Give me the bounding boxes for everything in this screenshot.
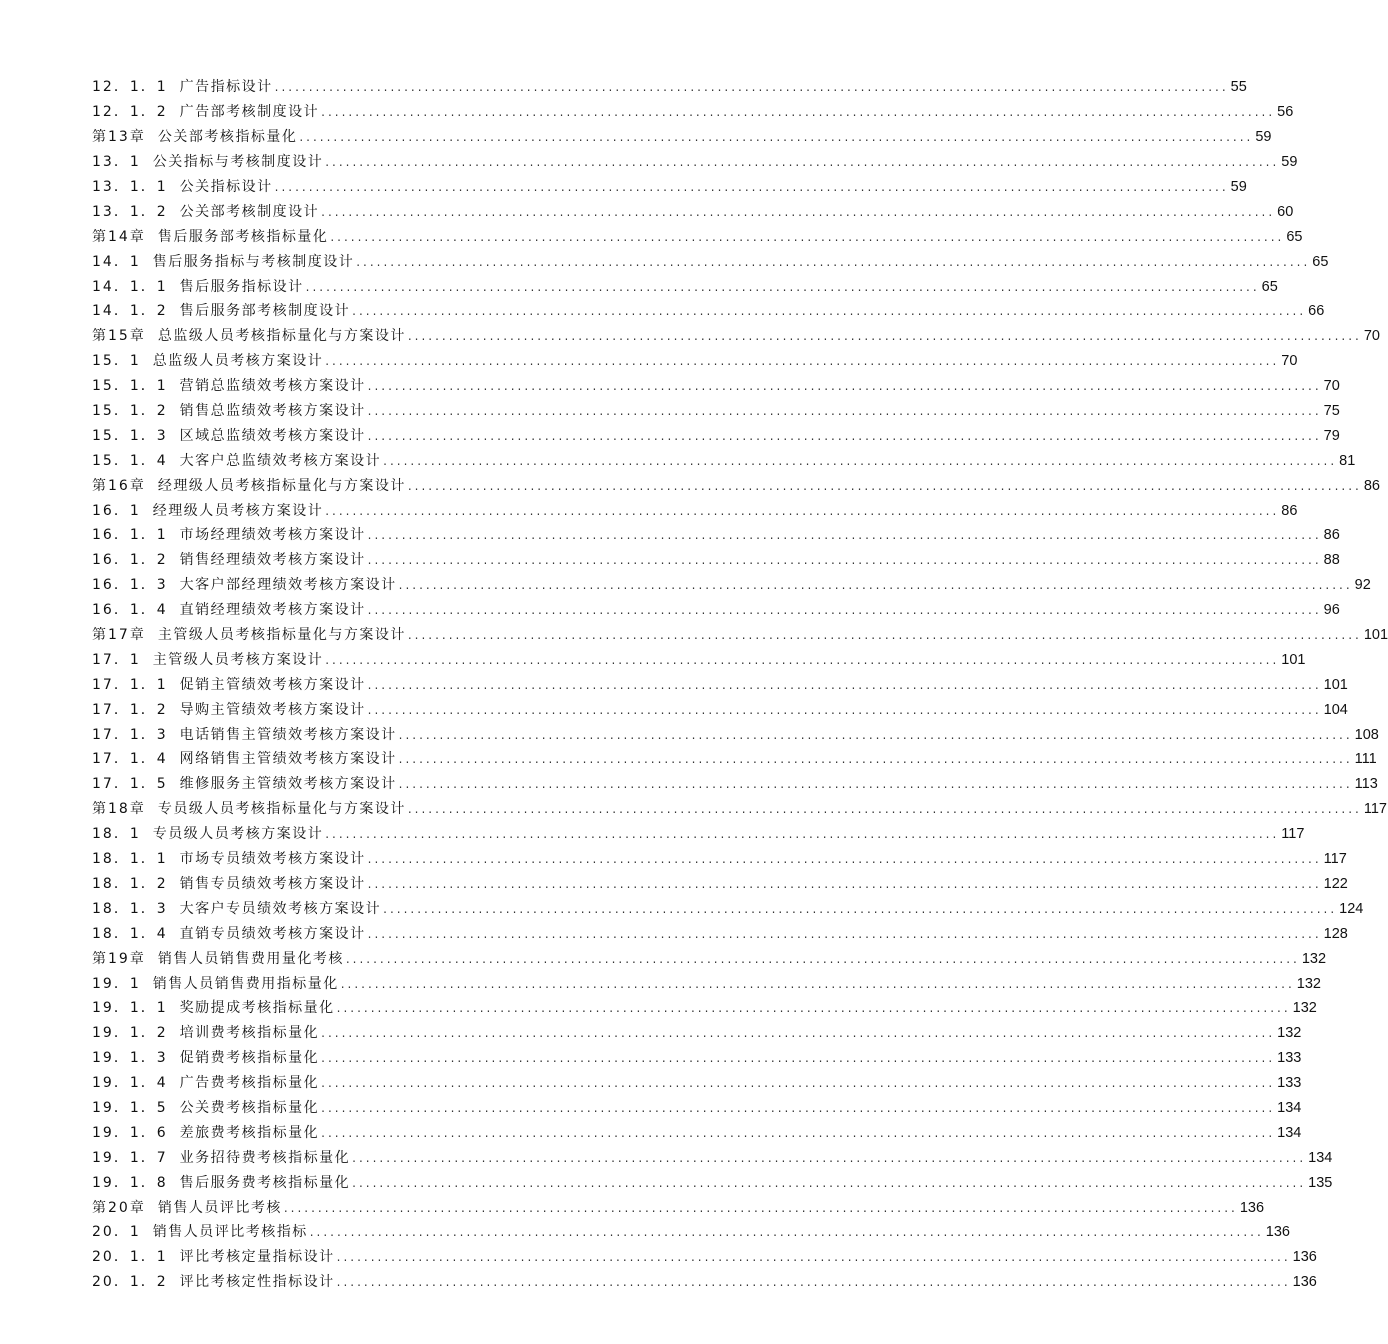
toc-entry-page-number: 133 bbox=[1277, 1050, 1302, 1067]
toc-entry-page-number: 56 bbox=[1277, 104, 1294, 121]
toc-entry-label bbox=[92, 302, 350, 320]
toc-entry-title: 总监级人员考核指标量化与方案设计 bbox=[157, 328, 406, 345]
dot-leader: ............................................................................................................................................ bbox=[407, 478, 1362, 493]
toc-entry-title: 公关指标与考核制度设计 bbox=[152, 154, 324, 171]
toc-entry-label bbox=[92, 1174, 350, 1192]
toc-entry-title: 培训费考核指标量化 bbox=[179, 1025, 320, 1042]
dot-leader: ............................................................................................................................................ bbox=[321, 105, 1276, 120]
toc-entry-number: 17．1．1 bbox=[92, 676, 168, 693]
toc-entry[interactable] bbox=[92, 623, 1388, 648]
toc-entry-title: 电话销售主管绩效考核方案设计 bbox=[179, 726, 397, 743]
toc-entry-number: 15．1．2 bbox=[92, 403, 168, 420]
toc-entry-title: 主管级人员考核方案设计 bbox=[152, 651, 324, 668]
toc-entry-number: 12．1．2 bbox=[92, 104, 168, 121]
toc-entry[interactable] bbox=[92, 125, 1272, 150]
dot-leader: ............................................................................................................................................ bbox=[367, 428, 1322, 443]
toc-entry[interactable] bbox=[92, 1270, 1317, 1295]
toc-entry-page-number: 101 bbox=[1281, 651, 1306, 668]
toc-entry[interactable] bbox=[92, 1096, 1302, 1121]
toc-entry-page-number: 133 bbox=[1277, 1075, 1302, 1092]
toc-entry-page-number: 132 bbox=[1301, 950, 1327, 967]
toc-entry-number: 20．1．1 bbox=[92, 1249, 168, 1266]
toc-entry-label bbox=[92, 477, 406, 495]
toc-entry-page-number: 117 bbox=[1323, 851, 1347, 868]
dot-leader: ............................................................................................................................................ bbox=[321, 204, 1276, 219]
toc-entry-label bbox=[92, 327, 406, 345]
toc-entry-title: 销售人员评比考核指标 bbox=[152, 1224, 308, 1241]
toc-entry-label bbox=[92, 626, 406, 644]
toc-entry-number: 19．1．5 bbox=[92, 1099, 168, 1116]
toc-entry-title: 销售人员销售费用指标量化 bbox=[152, 975, 339, 992]
toc-entry[interactable] bbox=[92, 747, 1377, 772]
toc-entry[interactable] bbox=[92, 473, 1380, 498]
dot-leader: ............................................................................................................................................ bbox=[325, 503, 1280, 518]
toc-entry-label bbox=[92, 203, 319, 221]
toc-entry-title: 销售专员绩效考核方案设计 bbox=[179, 875, 366, 892]
toc-entry-page-number: 117 bbox=[1363, 801, 1387, 818]
toc-entry-number: 14．1．2 bbox=[92, 303, 168, 320]
dot-leader: ............................................................................................................................................ bbox=[367, 603, 1322, 618]
dot-leader: ............................................................................................................................................ bbox=[407, 329, 1362, 344]
toc-entry[interactable] bbox=[92, 299, 1325, 324]
toc-entry[interactable] bbox=[92, 598, 1340, 623]
toc-entry-page-number: 81 bbox=[1339, 452, 1356, 469]
toc-entry[interactable] bbox=[92, 1071, 1302, 1096]
toc-entry-title: 售后服务部考核指标量化 bbox=[157, 228, 329, 245]
toc-entry[interactable] bbox=[92, 448, 1356, 473]
toc-entry-page-number: 136 bbox=[1292, 1249, 1317, 1266]
toc-entry-number: 16．1．4 bbox=[92, 602, 168, 619]
toc-entry-label bbox=[92, 975, 339, 993]
toc-entry-title: 市场经理绩效考核方案设计 bbox=[179, 527, 366, 544]
toc-entry-number: 第17章 bbox=[92, 627, 146, 644]
dot-leader: ............................................................................................................................................ bbox=[330, 229, 1285, 244]
toc-entry[interactable] bbox=[92, 224, 1303, 249]
toc-entry-page-number: 88 bbox=[1323, 552, 1340, 569]
toc-entry-title: 区域总监绩效考核方案设计 bbox=[179, 427, 366, 444]
dot-leader: ............................................................................................................................................ bbox=[352, 1175, 1307, 1190]
toc-entry-title: 销售总监绩效考核方案设计 bbox=[179, 403, 366, 420]
toc-entry[interactable] bbox=[92, 324, 1380, 349]
dot-leader: ............................................................................................................................................ bbox=[367, 876, 1322, 891]
toc-entry-title: 奖励提成考核指标量化 bbox=[179, 1000, 335, 1017]
toc-entry-title: 公关部考核指标量化 bbox=[157, 129, 298, 146]
toc-entry-title: 售后服务费考核指标量化 bbox=[179, 1174, 351, 1191]
toc-entry[interactable] bbox=[92, 523, 1340, 548]
toc-entry-number: 17．1 bbox=[92, 651, 141, 668]
toc-entry-page-number: 65 bbox=[1286, 228, 1303, 245]
dot-leader: ............................................................................................................................................ bbox=[299, 130, 1254, 145]
dot-leader: ............................................................................................................................................ bbox=[367, 852, 1322, 867]
dot-leader: ............................................................................................................................................ bbox=[309, 1225, 1264, 1240]
toc-entry-title: 广告费考核指标量化 bbox=[179, 1075, 320, 1092]
toc-entry[interactable] bbox=[92, 573, 1371, 598]
toc-entry-title: 公关指标设计 bbox=[179, 179, 273, 195]
toc-entry-page-number: 135 bbox=[1308, 1174, 1333, 1191]
toc-entry-number: 19．1．2 bbox=[92, 1025, 168, 1042]
toc-entry-label bbox=[92, 726, 397, 744]
dot-leader: ............................................................................................................................................ bbox=[398, 752, 1353, 767]
toc-entry-number: 20．1 bbox=[92, 1224, 141, 1241]
toc-entry-label bbox=[92, 1124, 319, 1142]
toc-entry-number: 13．1 bbox=[92, 154, 141, 171]
toc-entry[interactable] bbox=[92, 946, 1327, 971]
toc-entry[interactable] bbox=[92, 1120, 1302, 1145]
toc-entry[interactable] bbox=[92, 199, 1294, 224]
toc-entry-page-number: 122 bbox=[1323, 875, 1348, 892]
toc-entry-number: 16．1．3 bbox=[92, 577, 168, 594]
toc-entry-number: 第19章 bbox=[92, 950, 146, 967]
toc-entry-label bbox=[92, 676, 366, 694]
toc-entry-page-number: 65 bbox=[1312, 253, 1329, 270]
toc-entry[interactable] bbox=[92, 772, 1378, 797]
dot-leader: ............................................................................................................................................ bbox=[367, 702, 1322, 717]
dot-leader: ............................................................................................................................................ bbox=[274, 180, 1229, 194]
dot-leader: ............................................................................................................................................ bbox=[283, 1200, 1238, 1215]
toc-entry-number: 15．1．3 bbox=[92, 427, 168, 444]
toc-entry[interactable] bbox=[92, 697, 1348, 722]
toc-entry-number: 第16章 bbox=[92, 477, 146, 494]
toc-entry[interactable] bbox=[92, 1021, 1302, 1046]
toc-entry-title: 业务招待费考核指标量化 bbox=[179, 1149, 351, 1166]
toc-entry-label bbox=[92, 128, 297, 146]
dot-leader: ............................................................................................................................................ bbox=[340, 976, 1295, 991]
toc-entry-page-number: 59 bbox=[1281, 154, 1298, 171]
toc-entry-page-number: 117 bbox=[1281, 826, 1305, 843]
toc-entry-label bbox=[92, 775, 397, 793]
toc-entry-page-number: 134 bbox=[1308, 1149, 1333, 1166]
toc-entry-title: 主管级人员考核指标量化与方案设计 bbox=[157, 627, 406, 644]
toc-entry-page-number: 132 bbox=[1277, 1025, 1302, 1042]
toc-entry[interactable] bbox=[92, 822, 1305, 847]
toc-entry-label bbox=[92, 825, 323, 843]
toc-entry-page-number: 70 bbox=[1363, 328, 1380, 345]
toc-entry[interactable] bbox=[92, 175, 1247, 200]
toc-entry-label bbox=[92, 228, 328, 246]
toc-entry-number: 19．1．3 bbox=[92, 1050, 168, 1067]
dot-leader: ............................................................................................................................................ bbox=[352, 1150, 1307, 1165]
toc-entry[interactable] bbox=[92, 996, 1317, 1021]
toc-entry-label bbox=[92, 402, 366, 420]
toc-entry-page-number: 86 bbox=[1323, 527, 1340, 544]
toc-entry-label bbox=[92, 78, 273, 96]
toc-entry-label bbox=[92, 651, 323, 669]
toc-entry-label bbox=[92, 875, 366, 893]
toc-entry-label bbox=[92, 1049, 319, 1067]
toc-entry[interactable] bbox=[92, 100, 1294, 125]
toc-entry-page-number: 132 bbox=[1296, 975, 1321, 992]
toc-entry[interactable] bbox=[92, 75, 1247, 100]
dot-leader: ............................................................................................................................................ bbox=[321, 1051, 1276, 1066]
dot-leader: ............................................................................................................................................ bbox=[321, 1026, 1276, 1041]
toc-entry-page-number: 134 bbox=[1277, 1099, 1302, 1116]
toc-entry-page-number: 59 bbox=[1230, 179, 1247, 195]
dot-leader: ............................................................................................................................................ bbox=[321, 1100, 1276, 1115]
toc-entry-page-number: 136 bbox=[1239, 1199, 1265, 1216]
toc-entry-label bbox=[92, 950, 344, 968]
toc-entry-title: 经理级人员考核指标量化与方案设计 bbox=[157, 477, 406, 494]
dot-leader: ............................................................................................................................................ bbox=[407, 802, 1362, 817]
toc-entry-label bbox=[92, 850, 366, 868]
toc-entry-page-number: 111 bbox=[1354, 751, 1377, 768]
toc-entry-number: 第20章 bbox=[92, 1199, 146, 1216]
dot-leader: ............................................................................................................................................ bbox=[383, 901, 1338, 916]
toc-entry-title: 经理级人员考核方案设计 bbox=[152, 502, 324, 519]
dot-leader: ............................................................................................................................................ bbox=[356, 254, 1311, 269]
dot-leader: ............................................................................................................................................ bbox=[352, 304, 1307, 319]
toc-entry-label bbox=[92, 925, 366, 943]
toc-entry-number: 17．1．4 bbox=[92, 751, 168, 768]
toc-entry[interactable] bbox=[92, 647, 1306, 672]
toc-entry-number: 17．1．5 bbox=[92, 776, 168, 793]
toc-entry-title: 维修服务主管绩效考核方案设计 bbox=[179, 776, 397, 793]
dot-leader: ............................................................................................................................................ bbox=[325, 354, 1280, 369]
toc-entry-page-number: 86 bbox=[1281, 502, 1298, 519]
toc-entry-title: 营销总监绩效考核方案设计 bbox=[179, 378, 366, 395]
toc-entry-title: 公关部考核制度设计 bbox=[179, 203, 320, 220]
toc-entry-title: 评比考核定量指标设计 bbox=[179, 1249, 335, 1266]
toc-entry-page-number: 113 bbox=[1354, 776, 1378, 793]
toc-entry[interactable] bbox=[92, 722, 1379, 747]
toc-entry-label bbox=[92, 452, 381, 470]
toc-entry-label bbox=[92, 750, 397, 768]
toc-entry-number: 第13章 bbox=[92, 129, 146, 146]
toc-entry-page-number: 101 bbox=[1363, 627, 1388, 644]
toc-entry-title: 公关费考核指标量化 bbox=[179, 1099, 320, 1116]
toc-entry-title: 售后服务部考核制度设计 bbox=[179, 303, 351, 320]
toc-entry[interactable] bbox=[92, 249, 1329, 274]
toc-entry[interactable] bbox=[92, 1145, 1333, 1170]
toc-entry-page-number: 136 bbox=[1265, 1224, 1290, 1241]
toc-entry-page-number: 104 bbox=[1323, 701, 1348, 718]
toc-entry-number: 18．1．1 bbox=[92, 851, 168, 868]
toc-entry-page-number: 59 bbox=[1255, 129, 1272, 146]
toc-entry-page-number: 65 bbox=[1261, 278, 1278, 295]
toc-entry-number: 14．1．1 bbox=[92, 278, 168, 295]
toc-entry-page-number: 108 bbox=[1354, 726, 1379, 743]
toc-entry-title: 售后服务指标与考核制度设计 bbox=[152, 253, 355, 270]
toc-entry-title: 促销费考核指标量化 bbox=[179, 1050, 320, 1067]
dot-leader: ............................................................................................................................................ bbox=[367, 926, 1322, 941]
toc-entry-page-number: 70 bbox=[1281, 353, 1298, 370]
toc-entry-page-number: 70 bbox=[1323, 378, 1340, 395]
dot-leader: ............................................................................................................................................ bbox=[336, 1250, 1291, 1265]
toc-entry-number: 第18章 bbox=[92, 801, 146, 818]
toc-entry-page-number: 60 bbox=[1277, 203, 1294, 220]
toc-entry[interactable] bbox=[92, 872, 1348, 897]
toc-entry-label bbox=[92, 1074, 319, 1092]
toc-entry-title: 直销经理绩效考核方案设计 bbox=[179, 602, 366, 619]
toc-entry[interactable] bbox=[92, 1170, 1333, 1195]
toc-entry[interactable] bbox=[92, 274, 1278, 299]
toc-entry-number: 18．1．4 bbox=[92, 925, 168, 942]
toc-entry-title: 专员级人员考核指标量化与方案设计 bbox=[157, 801, 406, 818]
toc-entry-title: 市场专员绩效考核方案设计 bbox=[179, 851, 366, 868]
toc-entry-title: 广告指标设计 bbox=[179, 79, 273, 96]
toc-entry-title: 大客户专员绩效考核方案设计 bbox=[179, 900, 382, 917]
dot-leader: ............................................................................................................................................ bbox=[305, 279, 1260, 294]
toc-entry-page-number: 124 bbox=[1339, 900, 1364, 917]
toc-entry-title: 评比考核定性指标设计 bbox=[179, 1274, 335, 1291]
dot-leader: ............................................................................................................................................ bbox=[325, 827, 1280, 842]
toc-entry-label bbox=[92, 427, 366, 445]
toc-entry-label bbox=[92, 1223, 308, 1241]
toc-entry-label bbox=[92, 1248, 335, 1266]
toc-entry[interactable] bbox=[92, 1220, 1290, 1245]
toc-entry-page-number: 66 bbox=[1308, 303, 1325, 320]
toc-entry-number: 第15章 bbox=[92, 328, 146, 345]
dot-leader: ............................................................................................................................................ bbox=[398, 578, 1353, 593]
toc-entry-label bbox=[92, 153, 323, 171]
toc-entry-number: 14．1 bbox=[92, 253, 141, 270]
toc-entry-page-number: 75 bbox=[1323, 403, 1340, 420]
toc-entry-title: 销售人员销售费用量化考核 bbox=[157, 950, 344, 967]
toc-entry-number: 20．1．2 bbox=[92, 1274, 168, 1291]
toc-entry-number: 19．1．8 bbox=[92, 1174, 168, 1191]
toc-entry[interactable] bbox=[92, 498, 1298, 523]
toc-entry-number: 13．1．1 bbox=[92, 179, 168, 195]
toc-entry-page-number: 55 bbox=[1230, 79, 1247, 96]
dot-leader: ............................................................................................................................................ bbox=[336, 1001, 1291, 1016]
toc-entry-number: 13．1．2 bbox=[92, 203, 168, 220]
toc-entry[interactable] bbox=[92, 150, 1298, 175]
toc-entry-number: 15．1．4 bbox=[92, 452, 168, 469]
dot-leader: ............................................................................................................................................ bbox=[325, 155, 1280, 170]
toc-entry-label bbox=[92, 526, 366, 544]
dot-leader: ............................................................................................................................................ bbox=[383, 453, 1338, 468]
table-of-contents bbox=[92, 75, 1388, 1295]
toc-entry-label bbox=[92, 1273, 335, 1291]
toc-entry-number: 12．1．1 bbox=[92, 79, 168, 96]
toc-entry-number: 18．1．2 bbox=[92, 875, 168, 892]
toc-entry-page-number: 136 bbox=[1292, 1274, 1317, 1291]
toc-entry[interactable] bbox=[92, 374, 1340, 399]
toc-entry-title: 大客户总监绩效考核方案设计 bbox=[179, 452, 382, 469]
toc-entry-number: 19．1．4 bbox=[92, 1075, 168, 1092]
toc-entry-label bbox=[92, 1199, 282, 1217]
toc-entry[interactable] bbox=[92, 672, 1348, 697]
toc-entry-title: 总监级人员考核方案设计 bbox=[152, 353, 324, 370]
dot-leader: ............................................................................................................................................ bbox=[367, 528, 1322, 543]
toc-entry[interactable] bbox=[92, 971, 1321, 996]
toc-entry-number: 19．1．7 bbox=[92, 1149, 168, 1166]
toc-entry-number: 17．1．3 bbox=[92, 726, 168, 743]
toc-entry-number: 17．1．2 bbox=[92, 701, 168, 718]
toc-entry-label bbox=[92, 352, 323, 370]
toc-entry-page-number: 79 bbox=[1323, 427, 1340, 444]
toc-entry-label bbox=[92, 576, 397, 594]
dot-leader: ............................................................................................................................................ bbox=[367, 677, 1322, 692]
toc-entry-number: 19．1．6 bbox=[92, 1124, 168, 1141]
toc-entry[interactable] bbox=[92, 847, 1347, 872]
toc-entry-label bbox=[92, 800, 406, 818]
toc-entry-label bbox=[92, 103, 319, 121]
toc-entry-title: 广告部考核制度设计 bbox=[179, 104, 320, 121]
toc-entry-label bbox=[92, 900, 381, 918]
toc-entry-label bbox=[92, 278, 304, 296]
toc-entry-label bbox=[92, 1024, 319, 1042]
toc-entry-label bbox=[92, 999, 335, 1017]
dot-leader: ............................................................................................................................................ bbox=[398, 777, 1353, 792]
dot-leader: ............................................................................................................................................ bbox=[325, 652, 1280, 667]
toc-entry-title: 促销主管绩效考核方案设计 bbox=[179, 676, 366, 693]
dot-leader: ............................................................................................................................................ bbox=[398, 727, 1353, 742]
toc-entry-title: 大客户部经理绩效考核方案设计 bbox=[179, 577, 397, 594]
dot-leader: ............................................................................................................................................ bbox=[274, 80, 1229, 95]
toc-entry-page-number: 134 bbox=[1277, 1124, 1302, 1141]
dot-leader: ............................................................................................................................................ bbox=[367, 553, 1322, 568]
toc-entry-label bbox=[92, 551, 366, 569]
toc-entry-page-number: 128 bbox=[1323, 925, 1348, 942]
toc-entry-label bbox=[92, 601, 366, 619]
toc-entry-number: 18．1 bbox=[92, 826, 141, 843]
toc-entry-number: 19．1．1 bbox=[92, 1000, 168, 1017]
toc-entry-number: 18．1．3 bbox=[92, 900, 168, 917]
toc-entry[interactable] bbox=[92, 548, 1340, 573]
toc-entry-number: 15．1．1 bbox=[92, 378, 168, 395]
toc-entry-title: 售后服务指标设计 bbox=[179, 278, 304, 295]
toc-entry[interactable] bbox=[92, 896, 1364, 921]
toc-entry-page-number: 132 bbox=[1292, 1000, 1317, 1017]
toc-entry-label bbox=[92, 1099, 319, 1117]
dot-leader: ............................................................................................................................................ bbox=[321, 1125, 1276, 1140]
toc-entry[interactable] bbox=[92, 423, 1340, 448]
toc-entry[interactable] bbox=[92, 1046, 1302, 1071]
toc-entry-page-number: 86 bbox=[1363, 477, 1380, 494]
toc-entry[interactable] bbox=[92, 349, 1298, 374]
dot-leader: ............................................................................................................................................ bbox=[407, 628, 1362, 643]
toc-entry[interactable] bbox=[92, 921, 1348, 946]
toc-entry-page-number: 101 bbox=[1323, 676, 1348, 693]
toc-entry-title: 直销专员绩效考核方案设计 bbox=[179, 925, 366, 942]
toc-entry-title: 专员级人员考核方案设计 bbox=[152, 826, 324, 843]
toc-entry-label bbox=[92, 377, 366, 395]
dot-leader: ............................................................................................................................................ bbox=[336, 1275, 1291, 1290]
toc-entry[interactable] bbox=[92, 1245, 1317, 1270]
toc-entry-page-number: 92 bbox=[1354, 577, 1371, 594]
toc-entry-number: 16．1．1 bbox=[92, 527, 168, 544]
dot-leader: ............................................................................................................................................ bbox=[367, 379, 1322, 394]
toc-entry-page-number: 96 bbox=[1323, 602, 1340, 619]
dot-leader: ............................................................................................................................................ bbox=[367, 404, 1322, 419]
toc-entry-number: 16．1 bbox=[92, 502, 141, 519]
toc-entry-title: 差旅费考核指标量化 bbox=[179, 1124, 320, 1141]
toc-entry-label bbox=[92, 502, 323, 520]
toc-entry-title: 销售人员评比考核 bbox=[157, 1199, 282, 1216]
toc-entry-number: 15．1 bbox=[92, 353, 141, 370]
toc-entry-title: 网络销售主管绩效考核方案设计 bbox=[179, 751, 397, 768]
toc-entry-number: 19．1 bbox=[92, 975, 141, 992]
toc-entry-title: 销售经理绩效考核方案设计 bbox=[179, 552, 366, 569]
dot-leader: ............................................................................................................................................ bbox=[345, 951, 1300, 966]
toc-entry-title: 导购主管绩效考核方案设计 bbox=[179, 701, 366, 718]
toc-entry-number: 16．1．2 bbox=[92, 552, 168, 569]
toc-entry-label bbox=[92, 701, 366, 719]
toc-entry-number: 第14章 bbox=[92, 228, 146, 245]
toc-entry-label bbox=[92, 253, 354, 271]
toc-entry[interactable] bbox=[92, 1195, 1265, 1220]
toc-entry-label bbox=[92, 178, 273, 196]
dot-leader: ............................................................................................................................................ bbox=[321, 1076, 1276, 1091]
toc-entry[interactable] bbox=[92, 399, 1340, 424]
toc-entry[interactable] bbox=[92, 797, 1387, 822]
toc-entry-label bbox=[92, 1149, 350, 1167]
